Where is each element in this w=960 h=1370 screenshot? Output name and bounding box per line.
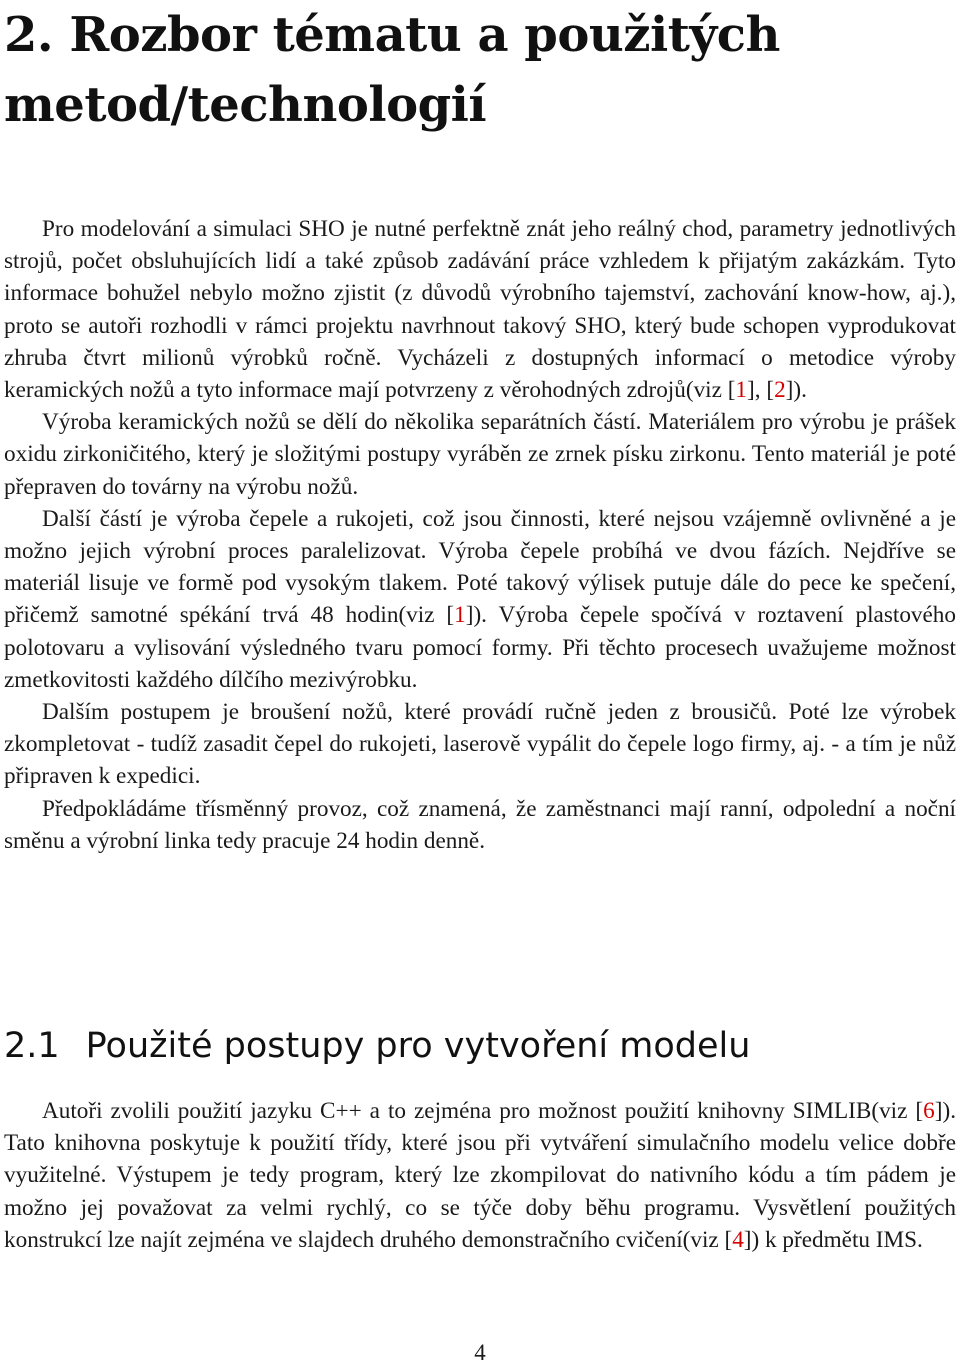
paragraph-1-text-c: ]). <box>785 377 807 404</box>
paragraph-1-text-b: ], [ <box>747 377 775 404</box>
paragraph-5: Předpokládáme třísměnný provoz, což znamená, že zaměstnanci mají ranní, odpolední a noční směnu a výrobní linka tedy pracuje 24 hodin denně. <box>4 795 956 854</box>
section-title: Použité postupy pro vytvoření modelu <box>85 1026 751 1066</box>
citation-link-1[interactable]: 1 <box>735 377 748 404</box>
citation-link-4[interactable]: 4 <box>732 1226 744 1253</box>
paragraph-3 <box>4 503 956 696</box>
section-intro-text <box>4 213 956 857</box>
section-heading <box>4 1020 956 1072</box>
paragraph-4: Dalším postupem je broušení nožů, které provádí ručně jeden z brousičů. Poté lze výrobek zkompletovat - tudíž zasadit čepel do rukojeti, laserově vypálit do čepele logo firmy, aj. - a tím je nůž připraven k expedici. <box>4 699 956 790</box>
section-number: 2.1 <box>4 1026 60 1066</box>
page-number: 4 <box>474 1340 486 1365</box>
paragraph-6 <box>4 1095 956 1256</box>
citation-link-1[interactable]: 1 <box>454 602 466 629</box>
paragraph-3-text-a: Další částí je výroba čepele a rukojeti, což jsou činnosti, které nejsou vzájemně ovlivněné a je možno jejich výrobní proces paralelizovat. Výroba čepele probíhá ve dvou fázích. Nejdříve se materiál lisuje ve formě pod vysokým tlakem. Poté takový výlisek putuje dále do pece ke spečení, přičemž samotné spékání trvá 48 hodin(viz [ <box>4 505 956 629</box>
paragraph-1-text-a: Pro modelování a simulaci SHO je nutné perfektně znát jeho reálný chod, parametry jednotlivých strojů, počet obsluhujících lidí a také způsob zadávání práce vzhledem k přijatým zakázkám. Tyto informace bohužel nebylo možno zjistit (z důvodů výrobního tajemství, zachování know-how, aj.), proto se autoři rozhodli v rámci projektu navrhnout takový SHO, který bude schopen vyprodukovat zhruba čtvrt milionů výrobků ročně. Vycházeli z dostupných informací o metodice výroby keramických nožů a tyto informace mají potvrzeny z věrohodných zdrojů(viz [ <box>4 216 956 404</box>
chapter-title: 2. Rozbor tématu a použitých metod/technologií <box>4 7 780 133</box>
paragraph-3-text-b: ]). Výroba čepele spočívá v roztavení plastového polotovaru a vylisování výsledného tvaru pomocí formy. Při těchto procesech uvažujeme možnost zmetkovitosti každého dílčího mezivýrobku. <box>4 602 956 693</box>
document-page <box>4 0 956 1370</box>
citation-link-6[interactable]: 6 <box>923 1098 935 1124</box>
paragraph-2: Výroba keramických nožů se dělí do několika separátních částí. Materiálem pro výrobu je prášek oxidu zirkoničitého, který je složitými postupy vyráběn ze zrnek písku zirkonu. Tento materiál je poté přepraven do továrny na výrobu nožů. <box>4 409 956 500</box>
paragraph-6-text-b: ]). Tato knihovna poskytuje k použití třídy, které jsou při vytváření simulačního modelu velice dobře využitelné. Výstupem je tedy program, který lze zkompilovat do nativního kódu a tím pádem je možno jej považovat za velmi rychlý, co se týče doby běhu programu. Vysvětlení použitých konstrukcí lze najít zejména ve slajdech druhého demonstračního cvičení(viz [ <box>4 1098 956 1253</box>
section-methods-text <box>4 1095 956 1256</box>
paragraph-6-text-c: ]) k předmětu IMS. <box>743 1226 923 1253</box>
paragraph-1 <box>4 213 956 406</box>
citation-link-2[interactable]: 2 <box>774 377 786 404</box>
paragraph-6-text-a: Autoři zvolili použití jazyku C++ a to zejména pro možnost použití knihovny SIMLIB(viz [ <box>42 1098 924 1124</box>
